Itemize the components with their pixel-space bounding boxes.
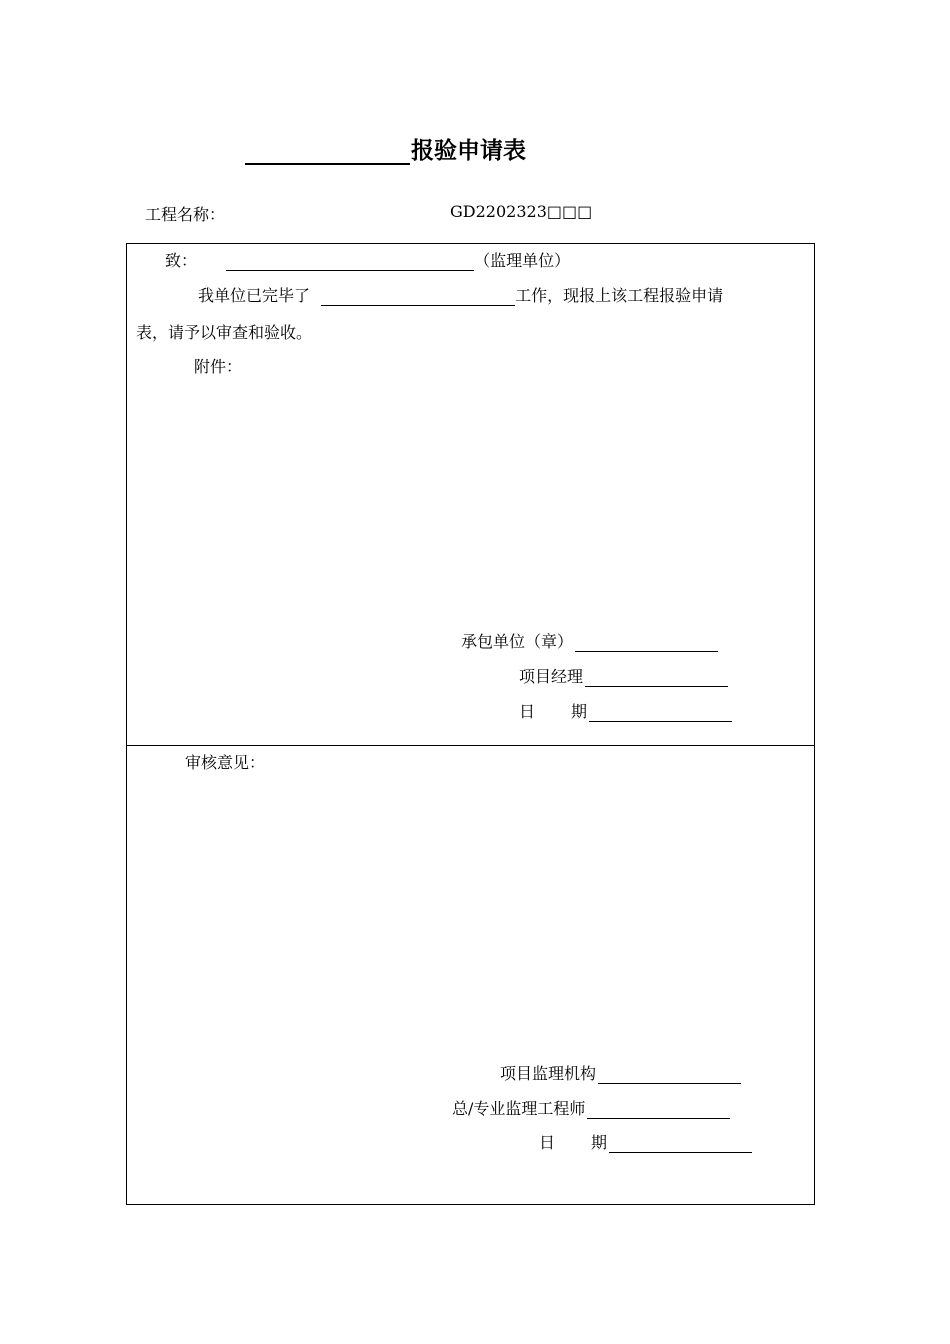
body-suffix: 工作，现报上该工程报验申请 xyxy=(515,286,724,305)
engineer-label: 总/专业监理工程师 xyxy=(452,1099,586,1118)
title-blank-line xyxy=(245,137,410,165)
contractor-sign-line xyxy=(575,635,718,652)
body-line-1 xyxy=(198,283,723,306)
engineer-signature xyxy=(452,1096,730,1119)
attachments-label: 附件： xyxy=(194,357,243,376)
date-label-day: 日 xyxy=(519,702,536,721)
manager-label: 项目经理 xyxy=(519,667,584,686)
date-label-period: 期 xyxy=(571,702,588,721)
review-label: 审核意见： xyxy=(185,753,266,772)
project-code: GD2202323□□□ xyxy=(450,202,593,221)
body-prefix: 我单位已完毕了 xyxy=(198,286,311,305)
contractor-signature xyxy=(461,629,718,652)
to-line xyxy=(165,248,570,271)
form-title-text: 报验申请表 xyxy=(411,138,526,164)
work-item-blank xyxy=(321,287,515,306)
agency-sign-line xyxy=(598,1067,741,1084)
supervisor-unit-label: （监理单位） xyxy=(474,251,571,270)
date-label-period-2: 期 xyxy=(591,1133,608,1152)
manager-sign-line xyxy=(585,670,728,687)
date-sign-line-1 xyxy=(589,705,732,722)
form-title xyxy=(245,132,526,165)
date-signature-1 xyxy=(519,699,732,722)
project-name-label: 工程名称： xyxy=(145,205,226,224)
supervisor-unit-blank xyxy=(226,252,474,271)
agency-signature xyxy=(500,1061,741,1084)
to-label: 致： xyxy=(165,251,198,270)
contractor-label: 承包单位（章） xyxy=(461,632,574,651)
manager-signature xyxy=(519,664,728,687)
date-sign-line-2 xyxy=(609,1136,752,1153)
body-line-2: 表，请予以审查和验收。 xyxy=(136,323,313,342)
agency-label: 项目监理机构 xyxy=(500,1064,597,1083)
date-label-day-2: 日 xyxy=(539,1133,556,1152)
engineer-sign-line xyxy=(587,1102,730,1119)
date-signature-2 xyxy=(539,1130,752,1153)
